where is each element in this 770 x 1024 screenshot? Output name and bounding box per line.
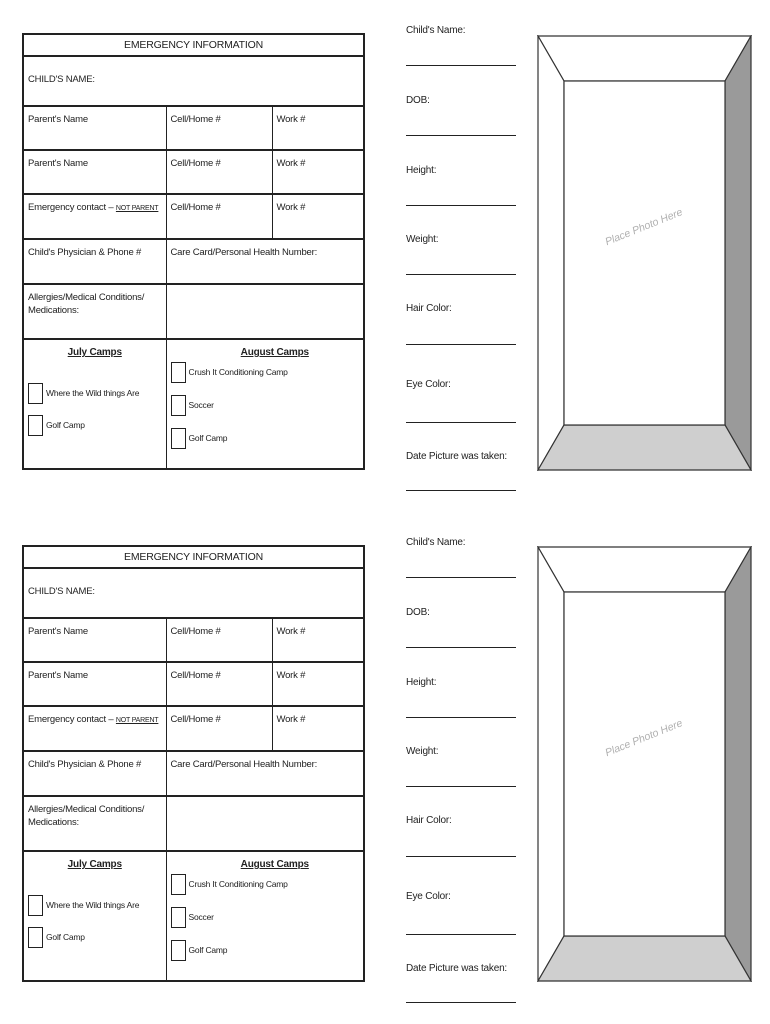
checkbox[interactable]: [171, 907, 186, 928]
allergies-field[interactable]: [166, 284, 364, 339]
checkbox[interactable]: [28, 415, 43, 436]
allergies-label: Allergies/Medical Conditions/ Medications:: [23, 284, 166, 339]
care-card-field[interactable]: Care Card/Personal Health Number:: [166, 239, 364, 284]
not-parent-label: NOT PARENT: [115, 717, 159, 724]
child-name-field[interactable]: CHILD'S NAME:: [23, 568, 364, 618]
weight-label: Weight:: [406, 746, 439, 757]
checkbox[interactable]: [171, 940, 186, 961]
august-option-crush-it[interactable]: Crush It Conditioning Camp: [171, 362, 288, 383]
july-option-golf-camp[interactable]: Golf Camp: [28, 927, 85, 948]
august-camps-section: [166, 339, 364, 469]
checkbox[interactable]: [28, 383, 43, 404]
july-camps-heading: July Camps: [67, 859, 122, 870]
august-camps-section: [166, 851, 364, 981]
august-option-soccer[interactable]: Soccer: [171, 395, 214, 416]
weight-line[interactable]: [406, 274, 516, 275]
cell-home-field-3[interactable]: Cell/Home #: [166, 706, 272, 751]
july-option-wild-things[interactable]: Where the Wild things Are: [28, 383, 139, 404]
right-bevel: [725, 36, 751, 470]
form-title: EMERGENCY INFORMATION: [23, 34, 364, 56]
form-title: EMERGENCY INFORMATION: [23, 546, 364, 568]
physician-field[interactable]: Child's Physician & Phone #: [23, 239, 166, 284]
work-field-1[interactable]: Work #: [272, 618, 364, 662]
cell-home-field-1[interactable]: Cell/Home #: [166, 618, 272, 662]
eye-color-label: Eye Color:: [406, 379, 451, 390]
child-name-field[interactable]: CHILD'S NAME:: [23, 56, 364, 106]
care-card-field[interactable]: Care Card/Personal Health Number:: [166, 751, 364, 796]
emergency-table: [22, 545, 365, 982]
parent-name-field-1[interactable]: Parent's Name: [23, 618, 166, 662]
allergies-label: Allergies/Medical Conditions/ Medications:: [23, 796, 166, 851]
august-option-golf-camp[interactable]: Golf Camp: [171, 940, 228, 961]
cell-home-field-2[interactable]: Cell/Home #: [166, 662, 272, 706]
checkbox[interactable]: [171, 395, 186, 416]
hair-color-line[interactable]: [406, 344, 516, 345]
hair-color-line[interactable]: [406, 856, 516, 857]
cell-home-field-3[interactable]: Cell/Home #: [166, 194, 272, 239]
august-option-crush-it[interactable]: Crush It Conditioning Camp: [171, 874, 288, 895]
child-name-line[interactable]: [406, 577, 516, 578]
height-line[interactable]: [406, 205, 516, 206]
emergency-table: [22, 33, 365, 470]
eye-color-line[interactable]: [406, 934, 516, 935]
july-camps-heading: July Camps: [67, 347, 122, 358]
august-option-soccer[interactable]: Soccer: [171, 907, 214, 928]
parent-name-field-1[interactable]: Parent's Name: [23, 106, 166, 150]
emergency-contact-field[interactable]: [23, 194, 166, 239]
emergency-form-2: [22, 545, 363, 982]
physician-field[interactable]: Child's Physician & Phone #: [23, 751, 166, 796]
eye-color-label: Eye Color:: [406, 891, 451, 902]
work-field-3[interactable]: Work #: [272, 706, 364, 751]
july-option-golf-camp[interactable]: Golf Camp: [28, 415, 85, 436]
date-picture-label: Date Picture was taken:: [406, 451, 508, 462]
photo-placeholder-text: Place Photo Here: [603, 717, 685, 760]
date-picture-line[interactable]: [406, 1002, 516, 1003]
weight-label: Weight:: [406, 234, 439, 245]
emergency-contact-field[interactable]: [23, 706, 166, 751]
checkbox[interactable]: [171, 362, 186, 383]
bottom-bevel: [538, 425, 751, 470]
height-label: Height:: [406, 165, 437, 176]
child-name-label: Child's Name:: [406, 25, 466, 36]
hair-color-label: Hair Color:: [406, 815, 452, 826]
photo-placeholder-text: Place Photo Here: [603, 206, 685, 249]
work-field-3[interactable]: Work #: [272, 194, 364, 239]
right-bevel: [725, 547, 751, 981]
checkbox[interactable]: [28, 927, 43, 948]
cell-home-field-1[interactable]: Cell/Home #: [166, 106, 272, 150]
top-bevel: [538, 547, 751, 592]
checkbox[interactable]: [171, 428, 186, 449]
child-name-line[interactable]: [406, 65, 516, 66]
august-option-golf-camp[interactable]: Golf Camp: [171, 428, 228, 449]
parent-name-field-2[interactable]: Parent's Name: [23, 150, 166, 194]
left-bevel: [538, 547, 564, 981]
photo-area: [564, 592, 725, 936]
child-name-label: Child's Name:: [406, 537, 466, 548]
hair-color-label: Hair Color:: [406, 303, 452, 314]
allergies-field[interactable]: [166, 796, 364, 851]
parent-name-field-2[interactable]: Parent's Name: [23, 662, 166, 706]
not-parent-label: NOT PARENT: [115, 205, 159, 212]
work-field-2[interactable]: Work #: [272, 150, 364, 194]
bottom-bevel: [538, 936, 751, 981]
weight-line[interactable]: [406, 786, 516, 787]
august-camps-heading: August Camps: [240, 859, 309, 870]
dob-label: DOB:: [406, 607, 430, 618]
cell-home-field-2[interactable]: Cell/Home #: [166, 150, 272, 194]
emergency-form-1: [22, 33, 363, 470]
eye-color-line[interactable]: [406, 422, 516, 423]
emergency-contact-label: Emergency contact –: [28, 714, 114, 725]
checkbox[interactable]: [28, 895, 43, 916]
height-label: Height:: [406, 677, 437, 688]
photo-frame-1[interactable]: [537, 35, 752, 471]
left-bevel: [538, 36, 564, 470]
top-bevel: [538, 36, 751, 81]
date-picture-label: Date Picture was taken:: [406, 963, 508, 974]
work-field-2[interactable]: Work #: [272, 662, 364, 706]
height-line[interactable]: [406, 717, 516, 718]
date-picture-line[interactable]: [406, 490, 516, 491]
checkbox[interactable]: [171, 874, 186, 895]
emergency-contact-label: Emergency contact –: [28, 202, 114, 213]
dob-line[interactable]: [406, 135, 516, 136]
photo-area: [564, 81, 725, 425]
august-camps-heading: August Camps: [240, 347, 309, 358]
july-option-wild-things[interactable]: Where the Wild things Are: [28, 895, 139, 916]
dob-label: DOB:: [406, 95, 430, 106]
july-camps-section: [23, 339, 166, 469]
photo-frame-2[interactable]: [537, 546, 752, 982]
dob-line[interactable]: [406, 647, 516, 648]
work-field-1[interactable]: Work #: [272, 106, 364, 150]
july-camps-section: [23, 851, 166, 981]
